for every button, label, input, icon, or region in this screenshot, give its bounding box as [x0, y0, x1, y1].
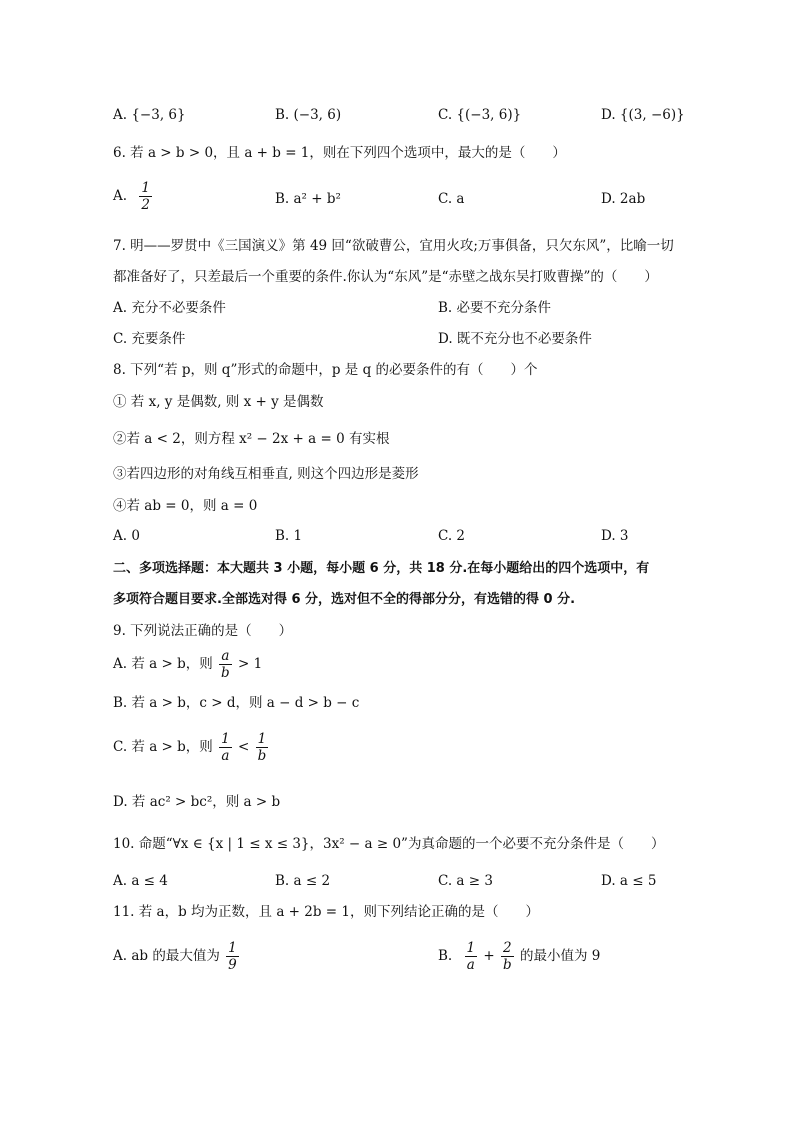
q10-option-d: D. a ≤ 5 — [601, 873, 657, 889]
q6-stem: 6. 若 a > b > 0，且 a + b = 1，则在下列四个选项中，最大的是（ ） — [113, 145, 566, 161]
q9-option-b: B. 若 a > b，c > d，则 a − d > b − c — [113, 695, 360, 711]
section2-instructions-line2: 多项符合题目要求.全部选对得 6 分，选对但不全的得部分分，有选错的得 0 分. — [113, 592, 576, 607]
q9-option-c — [113, 731, 270, 764]
q8-option-c: C. 2 — [438, 528, 466, 544]
q11-stem: 11. 若 a，b 均为正数，且 a + 2b = 1，则下列结论正确的是（ ） — [113, 904, 539, 920]
q6-option-b: B. a² + b² — [275, 191, 341, 207]
fraction-denominator: 2 — [141, 197, 150, 213]
fraction-numerator: 1 — [466, 940, 476, 956]
fraction-numerator: 1 — [221, 731, 230, 747]
q5-option-d: D. {(3, −6)} — [601, 107, 685, 123]
fraction-denominator: a — [221, 748, 230, 764]
fraction-denominator: b — [221, 665, 230, 681]
q6-option-a — [113, 180, 154, 213]
q9-option-d: D. 若 ac² > bc²，则 a > b — [113, 794, 281, 810]
q7-stem-line2: 都准备好了，只差最后一个重要的条件.你认为“东风”是“赤壁之战东吴打败曹操”的（ ） — [113, 269, 658, 285]
q9-option-c-fraction-2 — [256, 731, 269, 764]
q6-option-a-fraction — [139, 180, 152, 213]
q8-stem: 8. 下列“若 p，则 q”形式的命题中，p 是 q 的必要条件的有（ ）个 — [113, 362, 538, 378]
q10-option-a: A. a ≤ 4 — [113, 873, 168, 889]
fraction-denominator: b — [503, 957, 512, 973]
q5-option-b: B. (−3, 6) — [275, 107, 342, 123]
q11-option-b-fraction-1 — [465, 940, 478, 973]
q8-option-d: D. 3 — [601, 528, 629, 544]
fraction-numerator: 1 — [228, 940, 237, 956]
q6-option-c: C. a — [438, 191, 465, 207]
q11-option-b-tail: 的最小值为 9 — [519, 948, 601, 964]
q8-item-1: ① 若 x, y 是偶数, 则 x + y 是偶数 — [113, 394, 324, 410]
q11-option-a-text: A. ab 的最大值为 — [113, 948, 220, 964]
fraction-denominator: a — [466, 957, 475, 973]
q5-option-c: C. {(−3, 6)} — [438, 107, 522, 123]
q6-option-a-label: A. — [113, 188, 128, 204]
less-than-sign: < — [238, 739, 250, 755]
section2-instructions-line1: 二、多项选择题：本大题共 3 小题，每小题 6 分，共 18 分.在每小题给出的四个选项中，有 — [113, 561, 650, 576]
q8-option-a: A. 0 — [113, 528, 140, 544]
q7-stem-line1: 7. 明——罗贯中《三国演义》第 49 回“欲破曹公，宜用火攻;万事俱备，只欠东风”，比喻一切 — [113, 238, 674, 254]
q10-stem: 10. 命题“∀x ∈ {x | 1 ≤ x ≤ 3}，3x² − a ≥ 0”为真命题的一个必要不充分条件是（ ） — [113, 836, 665, 852]
fraction-denominator: 9 — [228, 957, 237, 973]
q9-stem: 9. 下列说法正确的是（ ） — [113, 623, 293, 639]
q9-option-c-fraction-1 — [219, 731, 232, 764]
q10-option-b: B. a ≤ 2 — [275, 873, 331, 889]
q7-option-a: A. 充分不必要条件 — [113, 300, 226, 316]
q11-option-b-fraction-2 — [501, 940, 514, 973]
fraction-denominator: b — [257, 748, 267, 764]
q8-item-2: ②若 a < 2，则方程 x² − 2x + a = 0 有实根 — [113, 431, 390, 447]
q9-option-c-text: C. 若 a > b，则 — [113, 739, 213, 755]
q8-option-b: B. 1 — [275, 528, 303, 544]
q7-option-d: D. 既不充分也不必要条件 — [438, 331, 592, 347]
q6-option-d: D. 2ab — [601, 191, 646, 207]
q7-option-b: B. 必要不充分条件 — [438, 300, 552, 316]
q8-item-4: ④若 ab = 0，则 a = 0 — [113, 498, 258, 514]
q9-option-a-fraction — [219, 648, 232, 681]
q7-option-c: C. 充要条件 — [113, 331, 186, 347]
fraction-numerator: a — [219, 648, 232, 665]
q11-option-a-fraction — [226, 940, 239, 973]
q10-option-c: C. a ≥ 3 — [438, 873, 493, 889]
q11-option-b — [438, 940, 600, 973]
fraction-numerator: 2 — [501, 940, 514, 957]
q11-option-b-label: B. — [438, 948, 453, 964]
q9-option-a-text: A. 若 a > b，则 — [113, 656, 213, 672]
q9-option-a — [113, 648, 262, 681]
q9-option-a-tail: > 1 — [237, 656, 263, 672]
fraction-numerator: 1 — [141, 180, 150, 196]
plus-sign: + — [483, 948, 495, 964]
q11-option-a — [113, 940, 241, 973]
q5-option-a: A. {−3, 6} — [113, 107, 186, 123]
fraction-numerator: 1 — [256, 731, 269, 748]
q8-item-3: ③若四边形的对角线互相垂直, 则这个四边形是菱形 — [113, 466, 419, 482]
